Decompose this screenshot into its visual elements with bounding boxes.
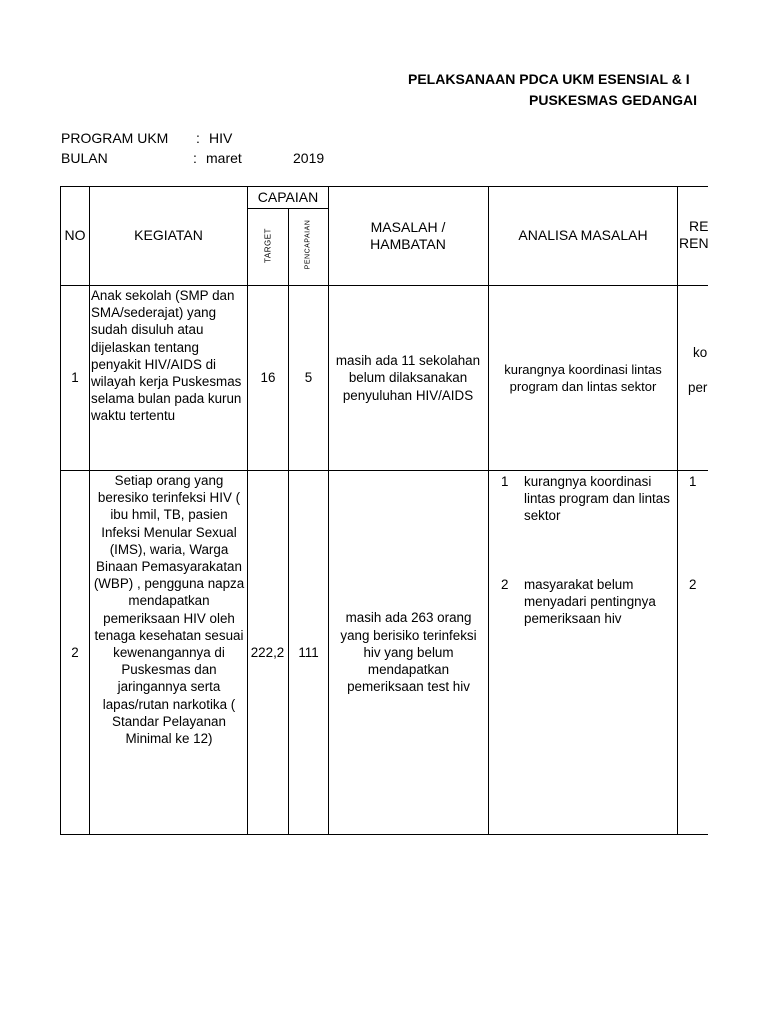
month-colon: : bbox=[193, 150, 197, 166]
program-value: HIV bbox=[209, 130, 233, 146]
program-label: PROGRAM UKM bbox=[61, 130, 169, 146]
row2-pencapaian: 111 bbox=[298, 644, 319, 660]
row2-analisa-num-2: 2 bbox=[501, 577, 509, 592]
header-capaian: CAPAIAN bbox=[257, 188, 319, 205]
month-value: maret bbox=[206, 150, 242, 166]
row1-kegiatan: Anak sekolah (SMP dan SMA/sederajat) yang sudah disuluh atau dijelaskan tentang penyakit HIV/AIDS di wilayah kerja Puskesmas selama bulan pada kurun waktu tertentu bbox=[91, 288, 242, 424]
header-kegiatan: KEGIATAN bbox=[134, 227, 203, 244]
page-title-line2: PUSKESMAS GEDANGAI bbox=[529, 92, 698, 108]
row1-masalah: masih ada 11 sekolahan belum dilaksanakan penyuluhan HIV/AIDS bbox=[335, 353, 481, 403]
row1-target: 16 bbox=[260, 370, 276, 386]
header-ren-2: REN bbox=[679, 235, 709, 251]
header-pencapaian: PENCAPAIAN bbox=[304, 219, 312, 270]
header-ren-1: RE bbox=[689, 218, 709, 234]
row2-kegiatan: Setiap orang yang beresiko terinfeksi HIV ( ibu hmil, TB, pasien Infeksi Menular Sexual (IMS), waria, Warga Binaan Pemasyarakatan (WBP) , pengguna napza mendapatkan pemeriksaan HIV oleh tenaga kesehatan sesuai kewenangannya di Puskesmas dan jaringannya serta lapas/rutan narkotika ( Standar Pelayanan Minimal ke 12) bbox=[93, 473, 245, 747]
header-masalah: MASALAH / HAMBATAN bbox=[370, 219, 446, 252]
row2-analisa-num-1: 1 bbox=[501, 474, 509, 489]
program-colon: : bbox=[196, 130, 200, 146]
row2-no: 2 bbox=[71, 644, 79, 660]
header-analisa: ANALISA MASALAH bbox=[518, 227, 648, 244]
year-value: 2019 bbox=[293, 150, 325, 166]
row2-ren-num-2: 2 bbox=[689, 577, 697, 592]
row1-ren-1: ko bbox=[693, 345, 708, 360]
header-no: NO bbox=[64, 227, 86, 244]
row2-analisa-text-2: masyarakat belum menyadari pentingnya pemeriksaan hiv bbox=[524, 577, 656, 627]
row1-pencapaian: 5 bbox=[304, 370, 313, 386]
month-label: BULAN bbox=[61, 150, 108, 166]
row2-target: 222,2 bbox=[250, 644, 285, 660]
page-title-line1: PELAKSANAAN PDCA UKM ESENSIAL & I bbox=[408, 71, 690, 87]
row2-analisa-text-1: kurangnya koordinasi lintas program dan lintas sektor bbox=[524, 474, 670, 524]
row1-analisa: kurangnya koordinasi lintas program dan lintas sektor bbox=[504, 361, 662, 394]
row2-masalah: masih ada 263 orang yang berisiko terinfeksi hiv yang belum mendapatkan pemeriksaan test hiv bbox=[340, 610, 477, 695]
header-target: TARGET bbox=[263, 228, 273, 263]
row2-ren-num-1: 1 bbox=[689, 474, 697, 489]
row1-ren-2: per bbox=[688, 380, 708, 395]
row1-no: 1 bbox=[71, 370, 79, 386]
